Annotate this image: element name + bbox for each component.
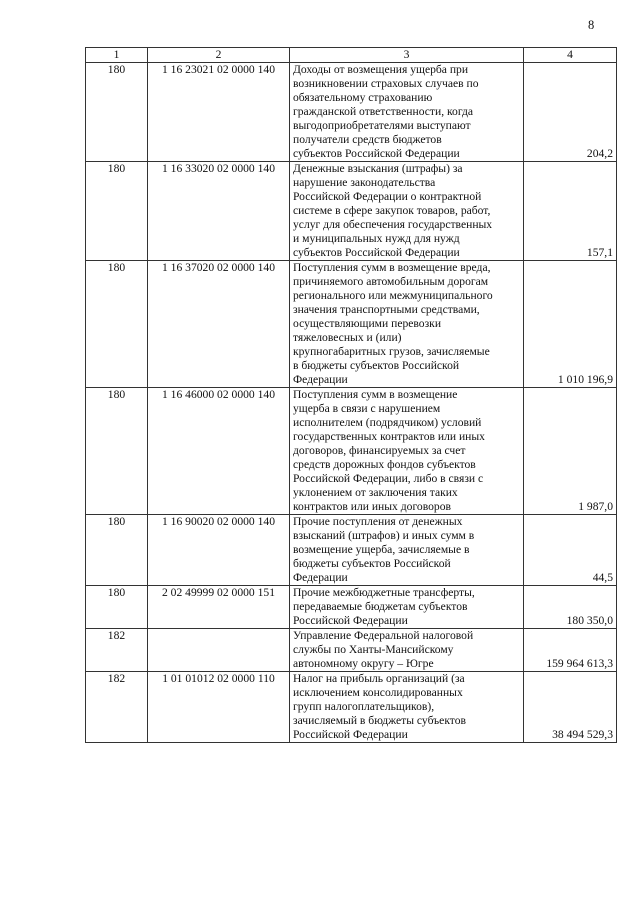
- revenue-name-text: Управление Федеральной налоговой службы по Ханты-Мансийскому автономному округу – Югре: [293, 629, 474, 670]
- revenue-name-text: Денежные взыскания (штрафы) за нарушение законодательства Российской Федерации о контрактной системе в сфере закупок товаров, работ, услуг для обеспечения государственных и муниципальных нужд для нужд субъектов Российской Федерации: [293, 162, 493, 259]
- table-row: [86, 629, 617, 672]
- admin-code-cell: 182: [86, 672, 148, 743]
- budget-code-cell: [148, 629, 290, 672]
- budget-code-cell: 1 16 90020 02 0000 140: [148, 515, 290, 586]
- revenue-name-cell: [290, 672, 524, 743]
- revenue-name-cell: [290, 629, 524, 672]
- amount-cell: 38 494 529,3: [524, 672, 617, 743]
- revenue-name-cell: [290, 162, 524, 261]
- admin-code-cell: 180: [86, 162, 148, 261]
- revenue-name-text: Поступления сумм в возмещение ущерба в связи с нарушением исполнителем (подрядчиком) условий государственных контрактов или иных договоров, финансируемых за счет средств дорожных фондов субъектов Российской Федерации, либо в связи с уклонением от заключения таких контрактов или иных договоров: [293, 388, 485, 513]
- table-row: [86, 261, 617, 388]
- table-row: [86, 162, 617, 261]
- budget-code-cell: 1 16 37020 02 0000 140: [148, 261, 290, 388]
- admin-code-cell: 182: [86, 629, 148, 672]
- column-header: 4: [524, 48, 617, 63]
- budget-code-cell: 1 01 01012 02 0000 110: [148, 672, 290, 743]
- revenue-table: [85, 47, 617, 743]
- amount-cell: 159 964 613,3: [524, 629, 617, 672]
- table-row: [86, 586, 617, 629]
- revenue-name-text: Прочие межбюджетные трансферты, передаваемые бюджетам субъектов Российской Федерации: [293, 586, 475, 627]
- admin-code-cell: 180: [86, 515, 148, 586]
- budget-code-cell: 1 16 33020 02 0000 140: [148, 162, 290, 261]
- budget-code-cell: 2 02 49999 02 0000 151: [148, 586, 290, 629]
- budget-code-cell: 1 16 23021 02 0000 140: [148, 63, 290, 162]
- admin-code-cell: 180: [86, 261, 148, 388]
- amount-cell: 157,1: [524, 162, 617, 261]
- revenue-name-cell: [290, 515, 524, 586]
- revenue-name-cell: [290, 586, 524, 629]
- amount-cell: 204,2: [524, 63, 617, 162]
- revenue-name-text: Налог на прибыль организаций (за исключением консолидированных групп налогоплательщиков), зачисляемый в бюджеты субъектов Российской Федерации: [293, 672, 466, 741]
- revenue-name-cell: [290, 63, 524, 162]
- revenue-name-text: Поступления сумм в возмещение вреда, причиняемого автомобильным дорогам регионального или межмуниципального значения транспортными средствами, осуществляющими перевозки тяжеловесных и (или) крупногабаритных грузов, зачисляемые в бюджеты субъектов Российской Федерации: [293, 261, 493, 386]
- revenue-name-text: Доходы от возмещения ущерба при возникновении страховых случаев по обязательному страхованию гражданской ответственности, когда выгодоприобретателями выступают получатели средств бюджетов субъектов Российской Федерации: [293, 63, 479, 160]
- revenue-name-cell: [290, 261, 524, 388]
- admin-code-cell: 180: [86, 586, 148, 629]
- column-header: 1: [86, 48, 148, 63]
- admin-code-cell: 180: [86, 388, 148, 515]
- amount-cell: 1 987,0: [524, 388, 617, 515]
- column-header: 2: [148, 48, 290, 63]
- budget-code-cell: 1 16 46000 02 0000 140: [148, 388, 290, 515]
- table-header-row: [86, 48, 617, 63]
- table-row: [86, 515, 617, 586]
- table-row: [86, 672, 617, 743]
- amount-cell: 180 350,0: [524, 586, 617, 629]
- amount-cell: 1 010 196,9: [524, 261, 617, 388]
- amount-cell: 44,5: [524, 515, 617, 586]
- admin-code-cell: 180: [86, 63, 148, 162]
- revenue-name-text: Прочие поступления от денежных взысканий (штрафов) и иных сумм в возмещение ущерба, зачисляемые в бюджеты субъектов Российской Федерации: [293, 515, 475, 584]
- column-header: 3: [290, 48, 524, 63]
- page-number: 8: [588, 18, 595, 32]
- table-row: [86, 388, 617, 515]
- table-row: [86, 63, 617, 162]
- revenue-name-cell: [290, 388, 524, 515]
